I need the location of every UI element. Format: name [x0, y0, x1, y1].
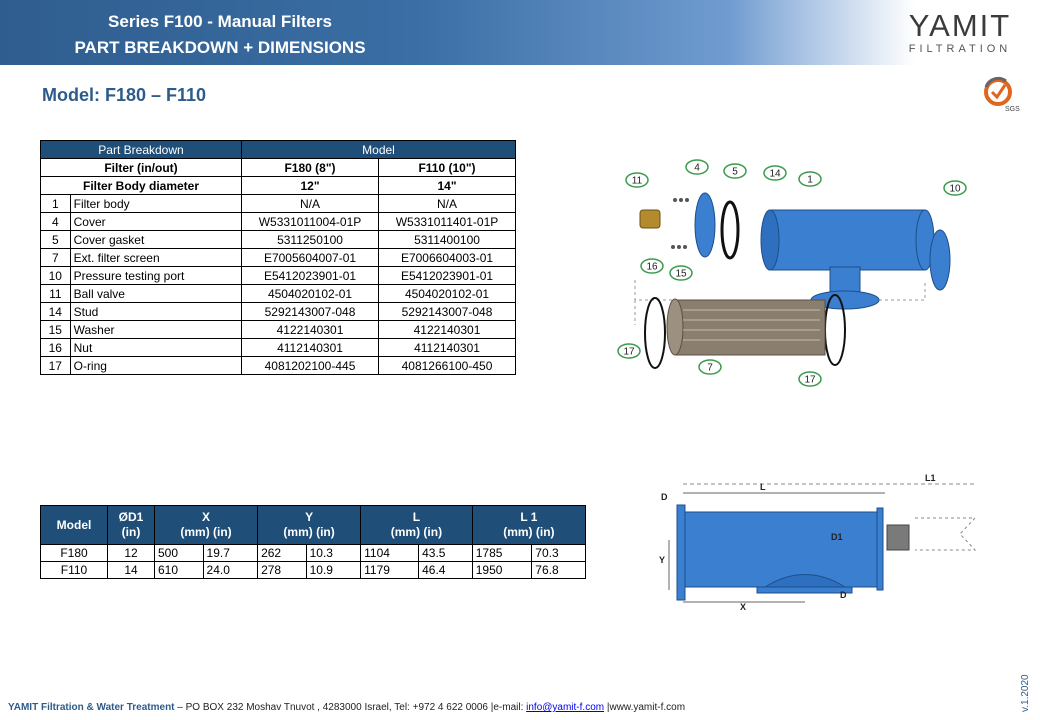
dim-cell-l-mm: 1104: [361, 545, 419, 562]
f180-code-cell: E7005604007-01: [242, 249, 379, 267]
parts-table-row: [41, 231, 516, 249]
footer-address: – PO BOX 232 Moshav Tnuvot , 4283000 Israel, Tel: +972 4 622 0006 |e-mail:: [174, 702, 527, 713]
f180-code-cell: 4122140301: [242, 321, 379, 339]
filter-inout-label: Filter (in/out): [41, 159, 242, 177]
dim-label-d1: D1: [831, 532, 843, 542]
part-number-cell: 11: [41, 285, 71, 303]
dim-cell-x-in: 19.7: [203, 545, 258, 562]
f110-code-cell: E7006604003-01: [379, 249, 516, 267]
part-callout: [686, 160, 708, 174]
dim-label-x: X: [740, 602, 747, 612]
filter-inout-f110: F110 (10"): [379, 159, 516, 177]
parts-table-row: [41, 195, 516, 213]
parts-table-row: [41, 339, 516, 357]
part-callout: [764, 166, 786, 180]
f110-code-cell: W5331011401-01P: [379, 213, 516, 231]
logo-main-text: YAMIT: [908, 8, 1012, 43]
dim-label-d2: D: [840, 590, 847, 600]
part-number-cell: 7: [41, 249, 71, 267]
dim-label-y: Y: [659, 555, 666, 565]
part-callout-label: 15: [675, 268, 687, 280]
dim-header-l-units: (mm) (in): [390, 525, 443, 539]
part-number-cell: 4: [41, 213, 71, 231]
f180-code-cell: W5331011004-01P: [242, 213, 379, 231]
dim-cell-l-in: 46.4: [419, 562, 473, 579]
part-number-cell: 14: [41, 303, 71, 321]
f180-code-cell: 4112140301: [242, 339, 379, 357]
filter-body-part: [770, 210, 925, 270]
exploded-view-diagram: [615, 155, 975, 390]
part-number-cell: 10: [41, 267, 71, 285]
part-number-cell: 16: [41, 339, 71, 357]
dim-cell-y-in: 10.9: [306, 562, 361, 579]
footer-company: YAMIT Filtration & Water Treatment: [8, 702, 175, 713]
part-callout: [626, 173, 648, 187]
dim-cell-y-mm: 262: [258, 545, 307, 562]
part-callout: [724, 164, 746, 178]
parts-breakdown-table: [40, 140, 516, 375]
part-callout: [799, 372, 821, 386]
cover-gasket-part: [722, 202, 738, 258]
footer-email-link[interactable]: info@yamit-f.com: [526, 702, 605, 713]
dim-header-x-label: X: [202, 510, 211, 524]
dim-header-l1-units: (mm) (in): [503, 525, 555, 539]
sgs-label: SGS: [1005, 106, 1020, 113]
part-name-cell: Cover: [70, 213, 241, 231]
dim-cell-model: F180: [41, 545, 108, 562]
header-banner: [0, 0, 1040, 65]
part-name-cell: Filter body: [70, 195, 241, 213]
body-diameter-f180: 12": [242, 177, 379, 195]
dim-header-d1-unit: (in): [121, 525, 141, 539]
dim-cell-d1: 12: [108, 545, 155, 562]
part-callout-label: 1: [807, 174, 813, 186]
model-title: Model: F180 – F110: [42, 85, 207, 105]
part-name-cell: Cover gasket: [70, 231, 241, 249]
part-name-cell: Ball valve: [70, 285, 241, 303]
part-callout-label: 7: [707, 362, 713, 374]
dim-header-l-label: L: [412, 510, 421, 524]
f180-code-cell: 4081202100-445: [242, 357, 379, 375]
dim-header-x-units: (mm) (in): [180, 525, 232, 539]
part-number-cell: 5: [41, 231, 71, 249]
parts-header-label: Part Breakdown: [41, 141, 242, 159]
dim-filter-body: [683, 512, 878, 587]
footer: [8, 702, 685, 713]
dim-cell-model: F110: [41, 562, 108, 579]
dim-cell-l1-mm: 1785: [472, 545, 532, 562]
dim-cell-y-mm: 278: [258, 562, 307, 579]
logo-sub-text: FILTRATION: [908, 43, 1012, 55]
dim-header-model: Model: [41, 506, 108, 545]
part-callout-label: 16: [646, 261, 658, 273]
parts-table-row: [41, 321, 516, 339]
dim-cell-l-mm: 1179: [361, 562, 419, 579]
f110-code-cell: 4112140301: [379, 339, 516, 357]
f110-code-cell: 4081266100-450: [379, 357, 516, 375]
part-callout-label: 11: [631, 175, 643, 187]
dim-header-x: [155, 506, 258, 545]
dim-label-d: D: [661, 492, 668, 502]
cover-part: [695, 193, 715, 257]
part-callout: [944, 181, 966, 195]
dim-header-d1: [108, 506, 155, 545]
body-diameter-f110: 14": [379, 177, 516, 195]
dims-table-row: [41, 562, 586, 579]
company-logo: [895, 10, 1025, 56]
f110-code-cell: E5412023901-01: [379, 267, 516, 285]
body-diameter-label: Filter Body diameter: [41, 177, 242, 195]
dim-cell-x-mm: 610: [155, 562, 204, 579]
part-callout-label: 14: [769, 168, 781, 180]
f110-code-cell: 4122140301: [379, 321, 516, 339]
f110-code-cell: 5292143007-048: [379, 303, 516, 321]
part-name-cell: Pressure testing port: [70, 267, 241, 285]
part-callout-label: 4: [694, 162, 700, 174]
ball-valve-part: [640, 210, 660, 228]
dim-label-l: L: [760, 482, 766, 492]
dim-cell-l1-in: 70.3: [532, 545, 586, 562]
dim-label-l1: L1: [925, 473, 936, 483]
parts-table-row: [41, 303, 516, 321]
header-title: Series F100 - Manual Filters: [108, 12, 332, 31]
part-callout-label: 17: [623, 346, 635, 358]
footer-web[interactable]: |www.yamit-f.com: [604, 702, 686, 713]
part-name-cell: Stud: [70, 303, 241, 321]
part-callout: [699, 360, 721, 374]
f180-code-cell: E5412023901-01: [242, 267, 379, 285]
dimension-drawing: [655, 470, 985, 615]
dimensions-table: [40, 505, 586, 579]
f110-code-cell: 4504020102-01: [379, 285, 516, 303]
part-number-cell: 17: [41, 357, 71, 375]
f180-code-cell: 5292143007-048: [242, 303, 379, 321]
parts-table-row: [41, 285, 516, 303]
oring-part: [645, 298, 665, 368]
dim-cell-l-in: 43.5: [419, 545, 473, 562]
filter-screen-part: [675, 300, 825, 355]
dim-header-y-label: Y: [305, 510, 314, 524]
f180-code-cell: N/A: [242, 195, 379, 213]
part-number-cell: 1: [41, 195, 71, 213]
parts-table-row: [41, 213, 516, 231]
f180-code-cell: 5311250100: [242, 231, 379, 249]
filter-inout-f180: F180 (8"): [242, 159, 379, 177]
parts-header-model: Model: [242, 141, 516, 159]
dim-cell-d1: 14: [108, 562, 155, 579]
parts-table-row: [41, 357, 516, 375]
dim-header-y: [258, 506, 361, 545]
f110-code-cell: 5311400100: [379, 231, 516, 249]
dim-header-l1: [472, 506, 585, 545]
part-callout: [799, 172, 821, 186]
part-name-cell: O-ring: [70, 357, 241, 375]
dim-cell-l1-in: 76.8: [532, 562, 586, 579]
f110-code-cell: N/A: [379, 195, 516, 213]
part-name-cell: Nut: [70, 339, 241, 357]
dims-table-row: [41, 545, 586, 562]
dim-header-l: [361, 506, 473, 545]
part-callout-label: 17: [804, 374, 816, 386]
sgs-certification-icon: [980, 75, 1020, 113]
dim-cell-l1-mm: 1950: [472, 562, 532, 579]
dim-cell-y-in: 10.3: [306, 545, 361, 562]
part-callout-label: 10: [949, 183, 961, 195]
dim-header-d1-label: ØD1: [118, 510, 144, 524]
dim-cell-x-in: 24.0: [203, 562, 258, 579]
part-callout-label: 5: [732, 166, 738, 178]
part-name-cell: Ext. filter screen: [70, 249, 241, 267]
part-number-cell: 15: [41, 321, 71, 339]
part-name-cell: Washer: [70, 321, 241, 339]
f180-code-cell: 4504020102-01: [242, 285, 379, 303]
version-label: v.1.2020: [1020, 674, 1031, 712]
dim-header-y-units: (mm) (in): [283, 525, 335, 539]
part-callout: [618, 344, 640, 358]
dim-cell-x-mm: 500: [155, 545, 204, 562]
header-subtitle: PART BREAKDOWN + DIMENSIONS: [74, 38, 366, 57]
dim-header-l1-label: L 1: [520, 510, 538, 524]
parts-table-row: [41, 267, 516, 285]
part-callout: [641, 259, 663, 273]
parts-table-row: [41, 249, 516, 267]
part-callout: [670, 266, 692, 280]
